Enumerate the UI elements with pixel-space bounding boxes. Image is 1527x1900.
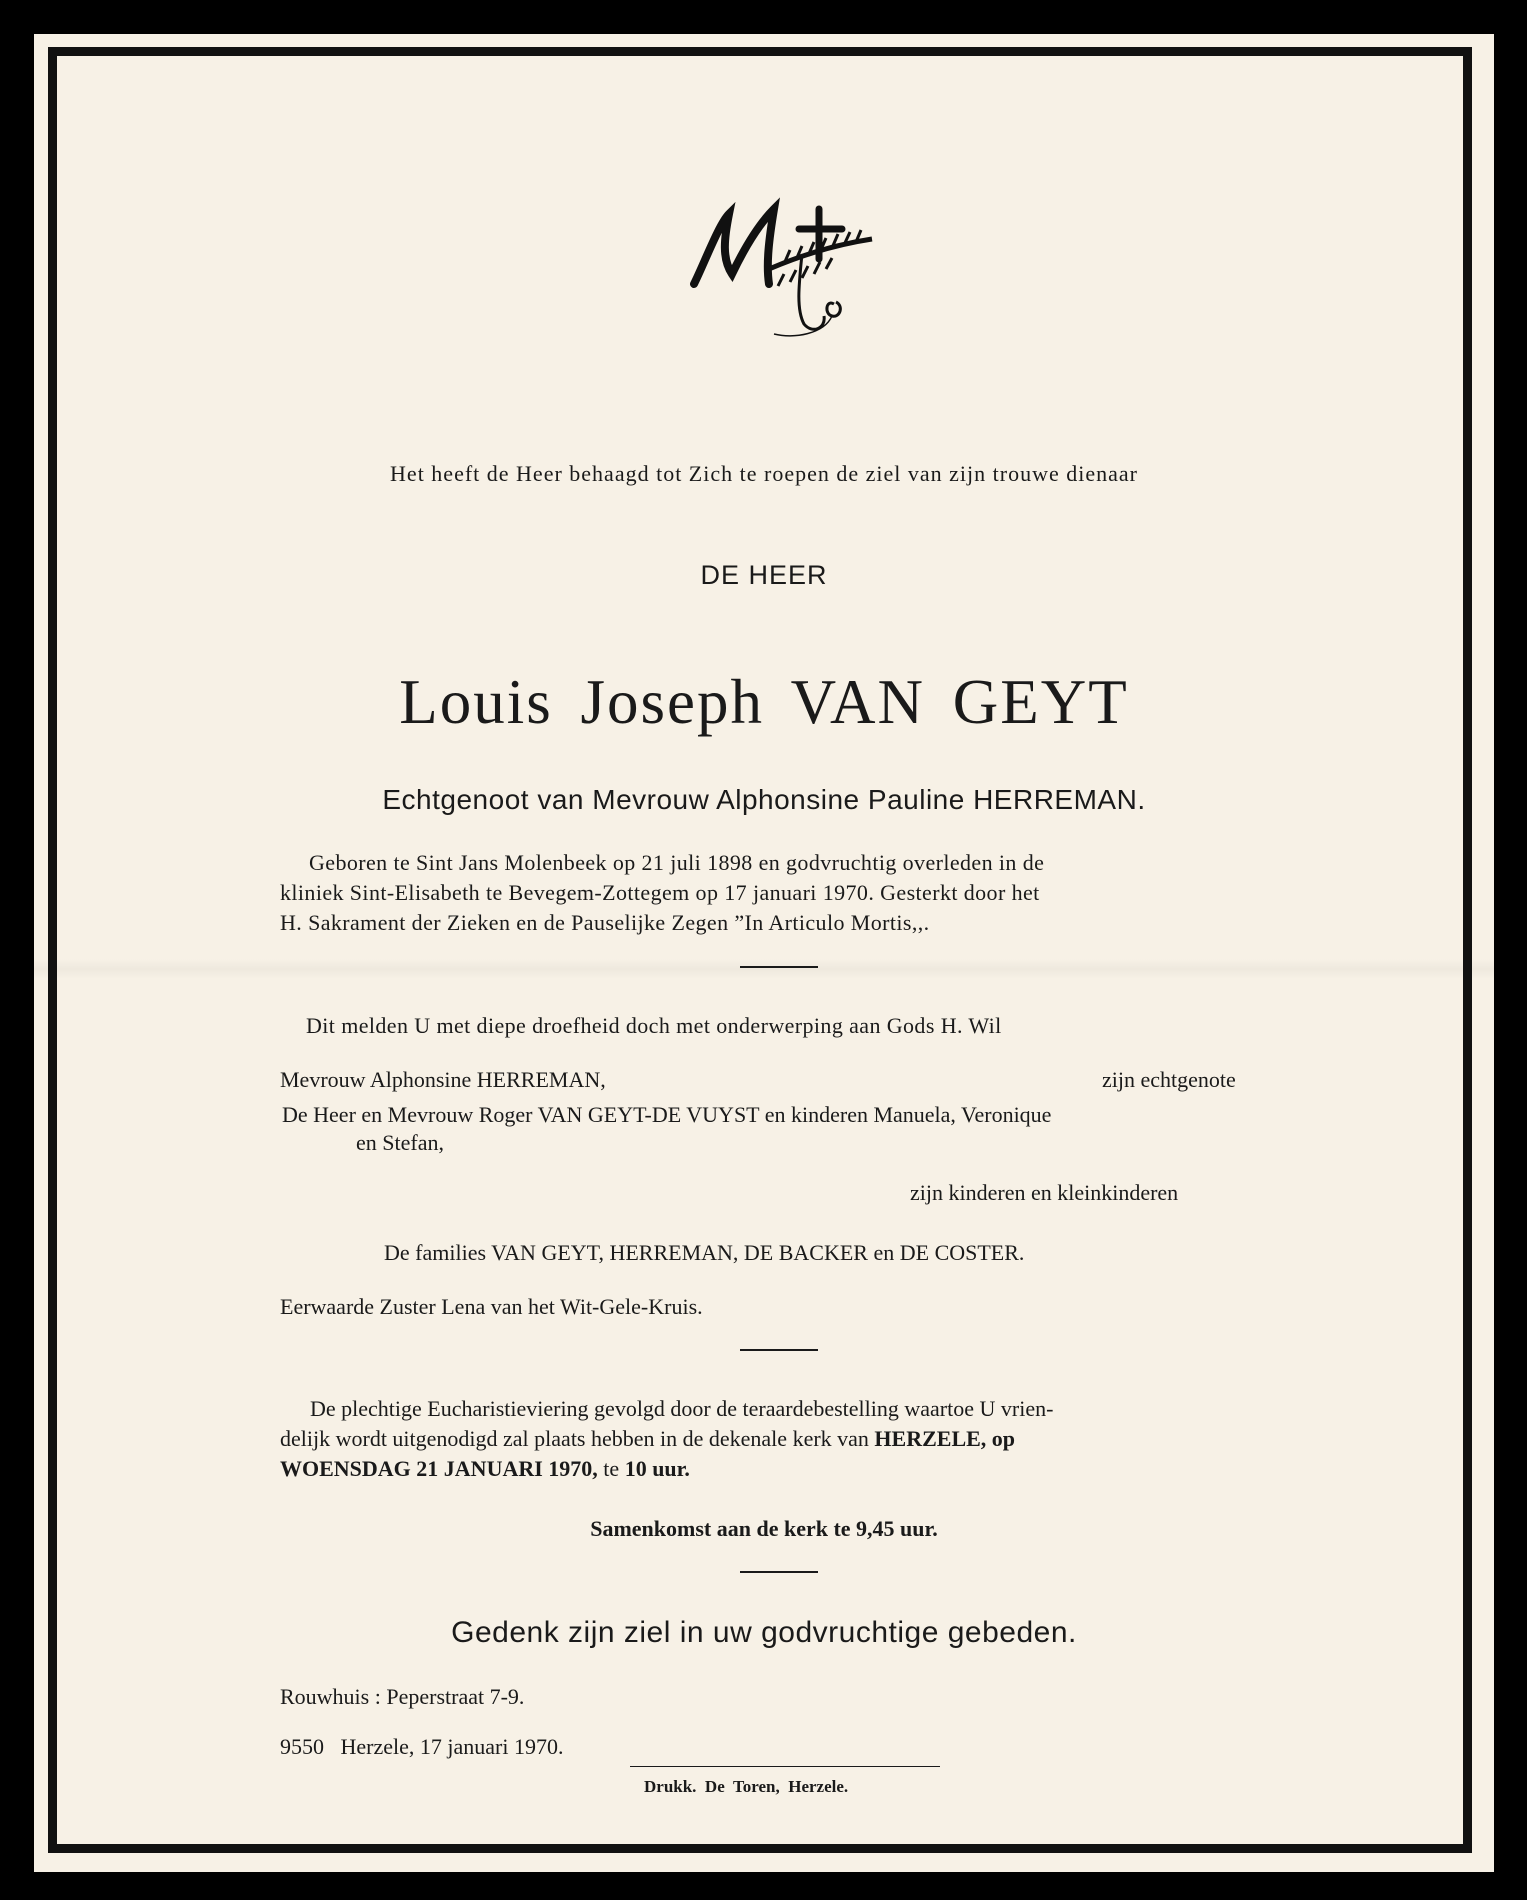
service-church: HERZELE, op: [874, 1426, 1016, 1451]
monogram-icon: [674, 184, 894, 344]
widow-name: Mevrouw Alphonsine HERREMAN,: [280, 1067, 606, 1092]
bio-line: Geboren te Sint Jans Molenbeek op 21 juli 1898 en godvruchtig overleden in de: [309, 850, 1045, 875]
gathering-time: Samenkomst aan de kerk te 9,45 uur.: [590, 1516, 938, 1541]
bio-line: H. Sakrament der Zieken en de Pauselijke Zegen ”In Articulo Mortis,,.: [280, 910, 930, 935]
children-relation: zijn kinderen en kleinkinderen: [910, 1180, 1179, 1205]
printer-credit: Drukk. De Toren, Herzele.: [644, 1777, 849, 1796]
memorial-card: [34, 34, 1494, 1872]
nurse: Eerwaarde Zuster Lena van het Wit-Gele-Kruis.: [280, 1294, 703, 1319]
divider: [740, 966, 818, 968]
spouse-line: Echtgenoot van Mevrouw Alphonsine Pauline HERREMAN.: [382, 784, 1146, 815]
service-text: delijk wordt uitgenodigd zal plaats hebben in de dekenale kerk van: [280, 1426, 875, 1451]
place-date: 9550 Herzele, 17 januari 1970.: [280, 1734, 564, 1759]
widow-relation: zijn echtgenote: [1102, 1067, 1236, 1092]
service-time: 10 uur.: [624, 1456, 690, 1481]
service-text: te: [597, 1456, 625, 1481]
service-date: WOENSDAG 21 JANUARI 1970,: [280, 1456, 598, 1481]
divider: [740, 1571, 818, 1573]
service-line: De plechtige Eucharistieviering gevolgd door de teraardebestelling waartoe U vrien-: [310, 1396, 1054, 1421]
divider: [740, 1349, 818, 1351]
mourning-house: Rouwhuis : Peperstraat 7-9.: [280, 1684, 525, 1709]
intro-text: Het heeft de Heer behaagd tot Zich te roepen de ziel van zijn trouwe dienaar: [390, 461, 1138, 486]
honorific: DE HEER: [700, 560, 828, 590]
bio-line: kliniek Sint-Elisabeth te Bevegem-Zottegem op 17 januari 1970. Gesterkt door het: [280, 880, 1040, 905]
service-line: [280, 1456, 690, 1482]
announcement: Dit melden U met diepe droefheid doch met onderwerping aan Gods H. Wil: [306, 1013, 1002, 1038]
children-line: De Heer en Mevrouw Roger VAN GEYT-DE VUYST en kinderen Manuela, Veronique: [282, 1102, 1052, 1127]
families: De families VAN GEYT, HERREMAN, DE BACKER en DE COSTER.: [384, 1240, 1025, 1265]
printer-rule: [630, 1766, 940, 1767]
deceased-name: Louis Joseph VAN GEYT: [399, 667, 1129, 737]
children-line: en Stefan,: [356, 1130, 444, 1155]
service-line: [280, 1426, 1015, 1452]
prayer: Gedenk zijn ziel in uw godvruchtige gebeden.: [451, 1616, 1077, 1649]
